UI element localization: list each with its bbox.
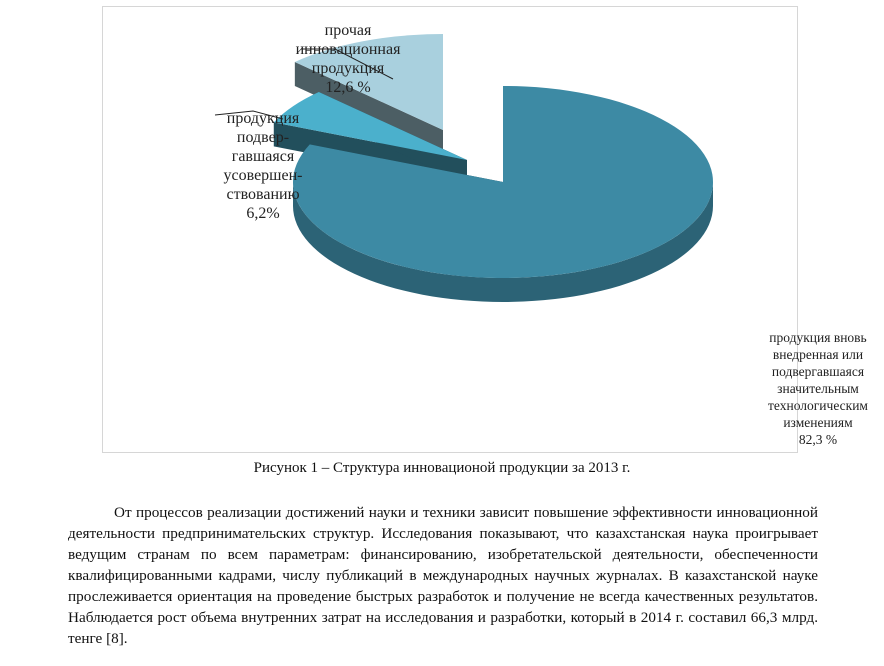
slice-label-line: инновационная [295, 41, 401, 58]
slice-label-line: подвергавшаяся [771, 364, 865, 379]
slice-label-line: изменениям [783, 415, 853, 430]
body-text [68, 502, 818, 649]
slice-label-line: продукция [311, 60, 385, 77]
slice-label-line: ствованию [226, 186, 300, 203]
slice-label-line: технологическим [768, 398, 868, 413]
slice-label-line: прочая [324, 22, 372, 39]
slice-label-line: усовершен- [223, 167, 303, 184]
slice-label-line: внедренная или [772, 347, 864, 362]
slice-label-other [278, 21, 418, 97]
slice-label-improved [208, 109, 318, 223]
slice-label-line: продукция вновь [769, 330, 867, 345]
slice-label-line: значительным [777, 381, 859, 396]
figure-caption: Рисунок 1 – Структура инновационой продукции за 2013 г. [253, 460, 631, 476]
slice-value-label: 6,2% [246, 205, 280, 222]
slice-label-new [733, 329, 884, 448]
slice-value-label: 12,6 % [325, 79, 371, 96]
figure-frame [102, 6, 868, 453]
slice-label-line: продукция [226, 110, 300, 127]
pie-chart [103, 7, 799, 454]
slice-label-line: гавшаяся [231, 148, 295, 165]
slice-value-label: 82,3 % [798, 432, 838, 447]
slice-label-line: подвер- [236, 129, 290, 146]
paragraph: От процессов реализации достижений науки и техники зависит повышение эффективности инновационной деятельности предпринимательских структур. Исследования показывают, что казахстанская наука проигрывает ведущим странам по всем параметрам: финансированию, изобретательской деятельности, обеспеченности квалифицированными кадрами, числу публикаций в международных научных журналах. В казахстанской науке прослеживается ориентация на проведение быстрых разработок и получение не всегда качественных результатов. Наблюдается рост объема внутренних затрат на исследования и разработки, который в 2014 г. составил 66,3 млрд. тенге [8]. [68, 504, 818, 647]
